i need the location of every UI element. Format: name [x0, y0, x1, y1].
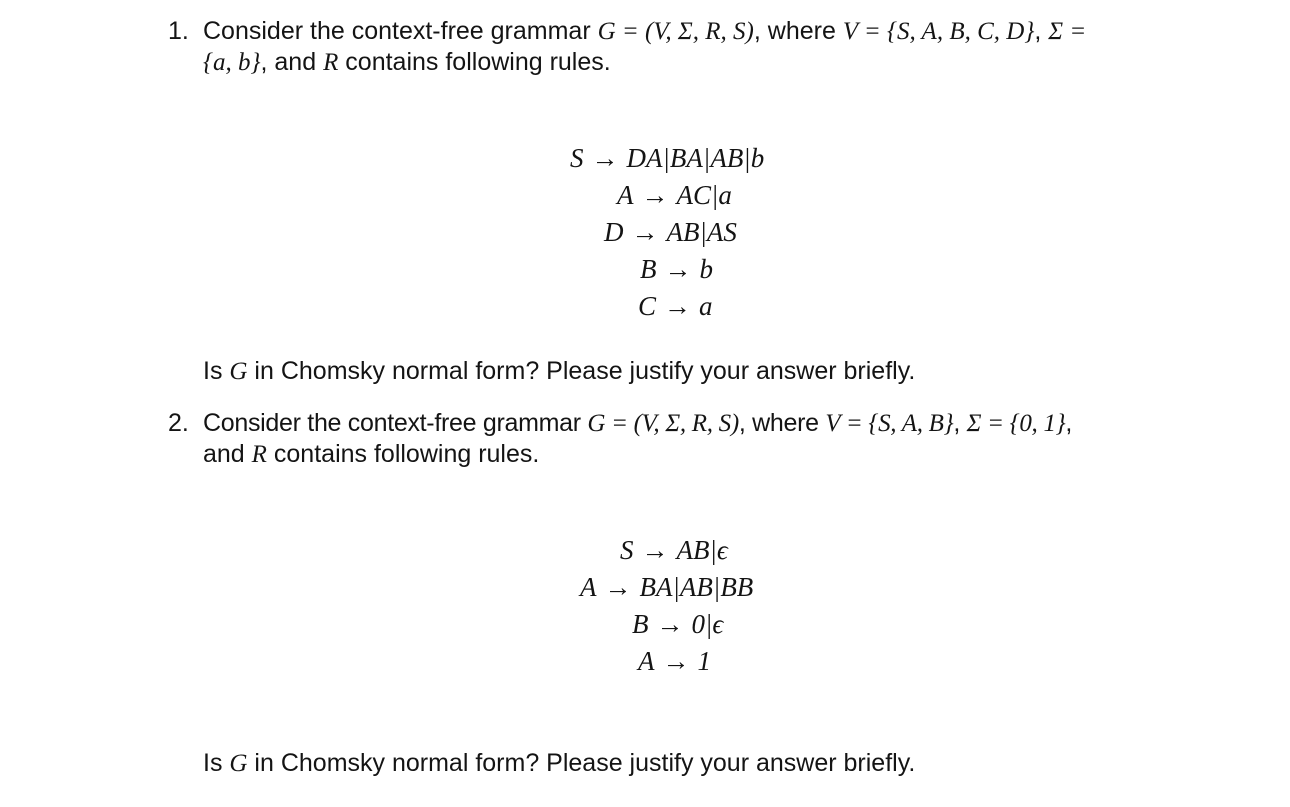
- question-is: Is: [203, 749, 223, 777]
- problem-1-and: , and: [260, 48, 317, 76]
- rule-lhs: S: [620, 535, 634, 565]
- question-is: Is: [203, 357, 223, 385]
- question-g-symbol: G: [229, 750, 248, 777]
- problem-2-intro-line-2: [203, 439, 539, 470]
- problem-2-contains: contains following rules.: [273, 440, 540, 468]
- arrow-icon: →: [656, 609, 684, 639]
- rule-rhs: BA|AB|BB: [639, 572, 754, 602]
- arrow-icon: →: [664, 254, 692, 284]
- arrow-icon: →: [604, 572, 632, 602]
- rule-rhs: DA|BA|AB|b: [626, 143, 765, 173]
- problem-2-sigma: Σ = {0, 1}: [966, 410, 1066, 437]
- problem-1-rule-5: [638, 291, 713, 321]
- rule-lhs: A: [580, 572, 597, 602]
- question-text: in Chomsky normal form? Please justify your answer briefly.: [254, 749, 916, 777]
- problem-1-rule-1: [570, 143, 764, 173]
- problem-2-intro-line-1: [203, 408, 1072, 439]
- problem-1-intro-line-2: [203, 47, 611, 78]
- arrow-icon: →: [641, 180, 669, 210]
- rule-lhs: S: [570, 143, 584, 173]
- problem-2-comma-2: ,: [1065, 409, 1073, 437]
- problem-2-variables: V = {S, A, B}: [825, 410, 954, 437]
- problem-2-comma: ,: [953, 409, 960, 437]
- problem-1-sigma-eq: Σ =: [1048, 18, 1087, 45]
- arrow-icon: →: [591, 143, 619, 173]
- question-g-symbol: G: [229, 358, 248, 385]
- problem-2-where: , where: [738, 409, 819, 437]
- rule-lhs: A: [638, 646, 655, 676]
- rule-lhs: B: [632, 609, 649, 639]
- problem-2-rule-1: [620, 535, 728, 565]
- problem-1-question: [203, 356, 915, 387]
- rule-rhs: 1: [697, 646, 711, 676]
- problem-2-rule-2: [580, 572, 753, 602]
- problem-1-where: , where: [753, 17, 836, 45]
- rule-lhs: A: [617, 180, 634, 210]
- rule-rhs: AC|a: [676, 180, 732, 210]
- rule-rhs: 0|ϵ: [691, 609, 724, 639]
- question-text: in Chomsky normal form? Please justify your answer briefly.: [254, 357, 916, 385]
- arrow-icon: →: [641, 535, 669, 565]
- arrow-icon: →: [662, 646, 690, 676]
- rule-rhs: AB|AS: [666, 217, 737, 247]
- rule-rhs: a: [699, 291, 713, 321]
- rule-lhs: C: [638, 291, 657, 321]
- problem-1-number: 1.: [168, 17, 189, 45]
- problem-1-rule-2: [617, 180, 732, 210]
- problem-1-rule-3: [604, 217, 737, 247]
- problem-2-intro-text: Consider the context-free grammar: [203, 409, 581, 437]
- arrow-icon: →: [664, 291, 692, 321]
- problem-1-grammar-tuple: G = (V, Σ, R, S): [597, 18, 754, 45]
- problem-1-contains: contains following rules.: [345, 48, 611, 76]
- problem-2-rule-3: [632, 609, 723, 639]
- rule-rhs: b: [699, 254, 713, 284]
- rule-rhs: AB|ϵ: [676, 535, 728, 565]
- problem-1-sigma-set: {a, b}: [203, 49, 261, 76]
- problem-1-comma: ,: [1034, 17, 1042, 45]
- problem-2-grammar-tuple: G = (V, Σ, R, S): [587, 410, 739, 437]
- rule-lhs: D: [604, 217, 624, 247]
- problem-2-number: 2.: [168, 409, 189, 437]
- problem-1-r-symbol: R: [323, 49, 339, 76]
- problem-1-rule-4: [640, 254, 713, 284]
- problem-1-intro-text: Consider the context-free grammar: [203, 17, 591, 45]
- problem-2-question: [203, 748, 915, 779]
- problem-2-and: and: [203, 440, 245, 468]
- rule-lhs: B: [640, 254, 657, 284]
- arrow-icon: →: [631, 217, 659, 247]
- problem-2-rule-4: [638, 646, 711, 676]
- problem-1-variables: V = {S, A, B, C, D}: [842, 18, 1035, 45]
- problem-2-r-symbol: R: [251, 441, 267, 468]
- problem-1-intro-line-1: [203, 16, 1086, 47]
